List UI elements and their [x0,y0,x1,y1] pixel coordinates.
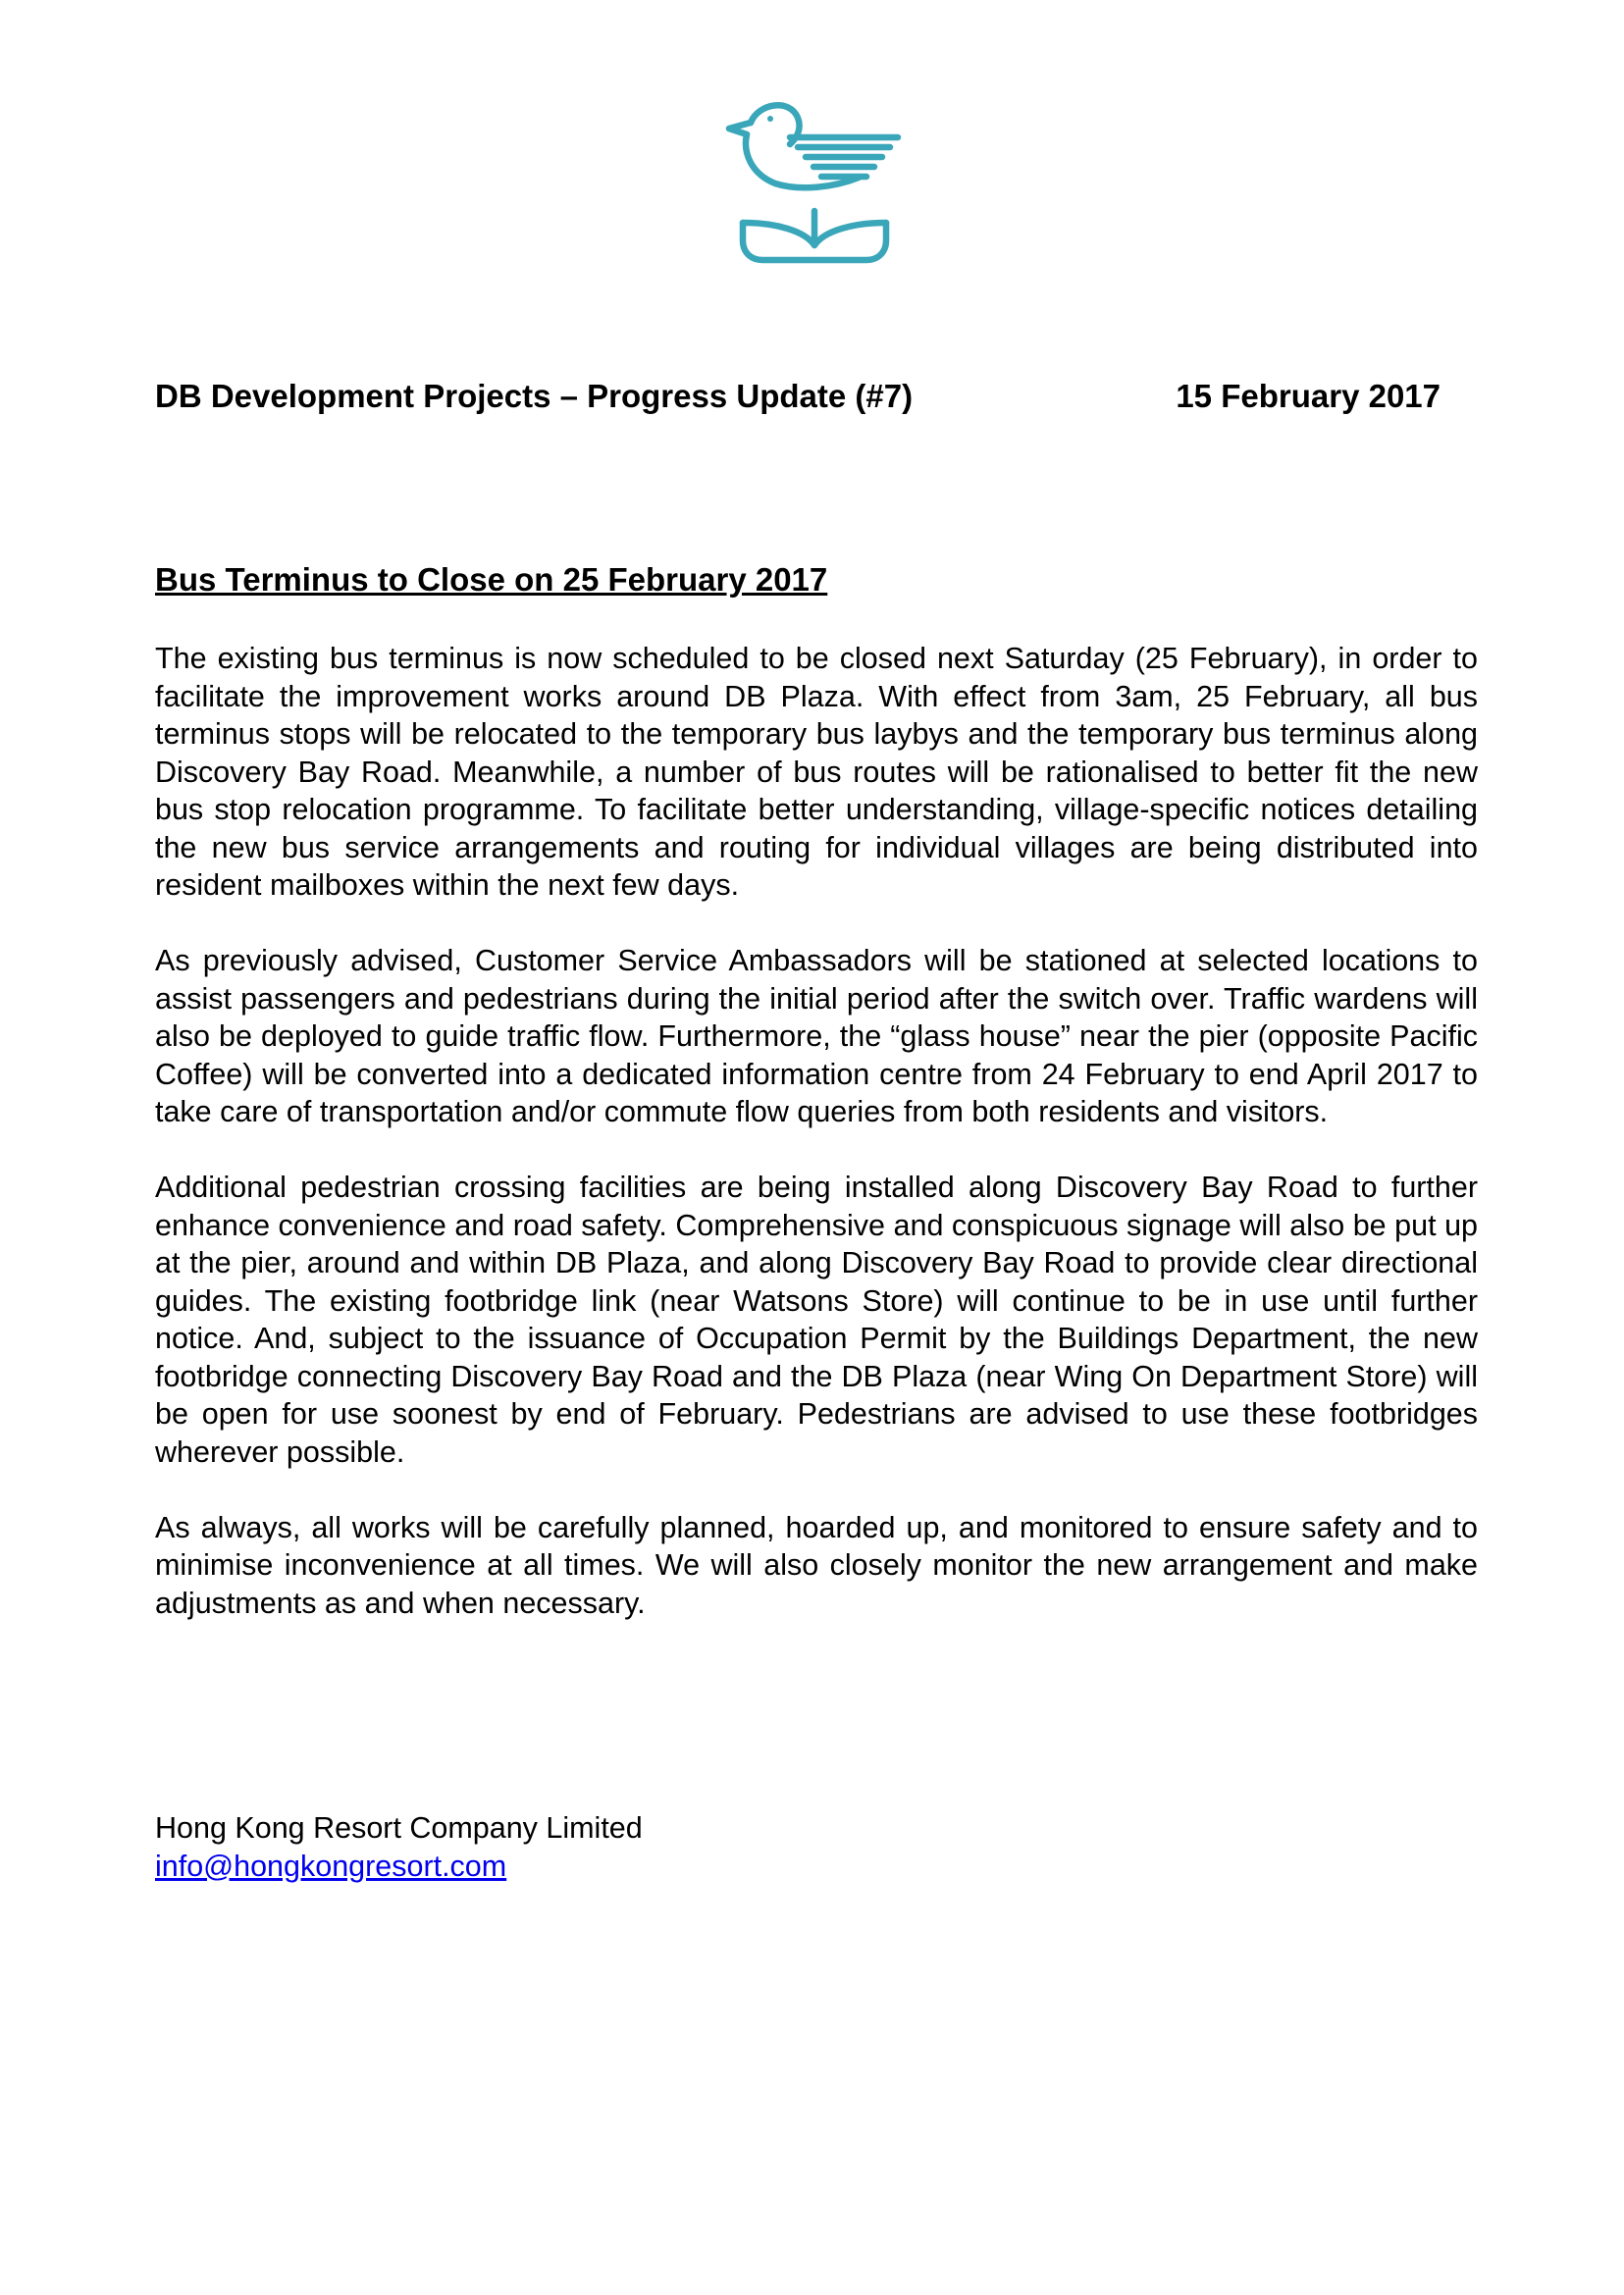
paragraph: Additional pedestrian crossing facilities are being installed along Discovery Bay Road to further enhance convenience and road safety. Comprehensive and conspicuous signage will also be put up at the pier, around and within DB Plaza, and along Discovery Bay Road to provide clear directional guides. The existing footbridge link (near Watsons Store) will continue to be in use until further notice. And, subject to the issuance of Occupation Permit by the Buildings Department, the new footbridge connecting Discovery Bay Road and the DB Plaza (near Wing On Department Store) will be open for use soonest by end of February. Pedestrians are advised to use these footbridges wherever possible. [155,1171,1478,1469]
company-name: Hong Kong Resort Company Limited [155,1811,643,1845]
signature-block [155,1809,643,1885]
paragraph: The existing bus terminus is now scheduled to be closed next Saturday (25 February), in order to facilitate the improvement works around DB Plaza. With effect from 3am, 25 February, all bus terminus stops will be relocated to the temporary bus laybys and the temporary bus terminus along Discovery Bay Road. Meanwhile, a number of bus routes will be rationalised to better fit the new bus stop relocation programme. To facilitate better understanding, village-specific notices detailing the new bus service arrangements and routing for individual villages are being distributed into resident mailboxes within the next few days. [155,642,1478,902]
document-title: DB Development Projects – Progress Update (#7) [155,378,914,414]
section-heading: Bus Terminus to Close on 25 February 2017 [155,561,828,598]
document-date: 15 February 2017 [1176,378,1441,414]
section-body [155,640,1478,1622]
paragraph: As always, all works will be carefully planned, hoarded up, and monitored to ensure safety and to minimise inconvenience at all times. We will also closely monitor the new arrangement and make adjustments as and when necessary. [155,1510,1478,1620]
document-header [155,378,1441,427]
bird-logo-icon [721,93,908,270]
email-link[interactable]: info@hongkongresort.com [155,1849,507,1883]
paragraph: As previously advised, Customer Service Ambassadors will be stationed at selected locations to assist passengers and pedestrians during the initial period after the switch over. Traffic wardens will also be deployed to guide traffic flow. Furthermore, the “glass house” near the pier (opposite Pacific Coffee) will be converted into a dedicated information centre from 24 February to end April 2017 to take care of transportation and/or commute flow queries from both residents and visitors. [155,944,1478,1128]
